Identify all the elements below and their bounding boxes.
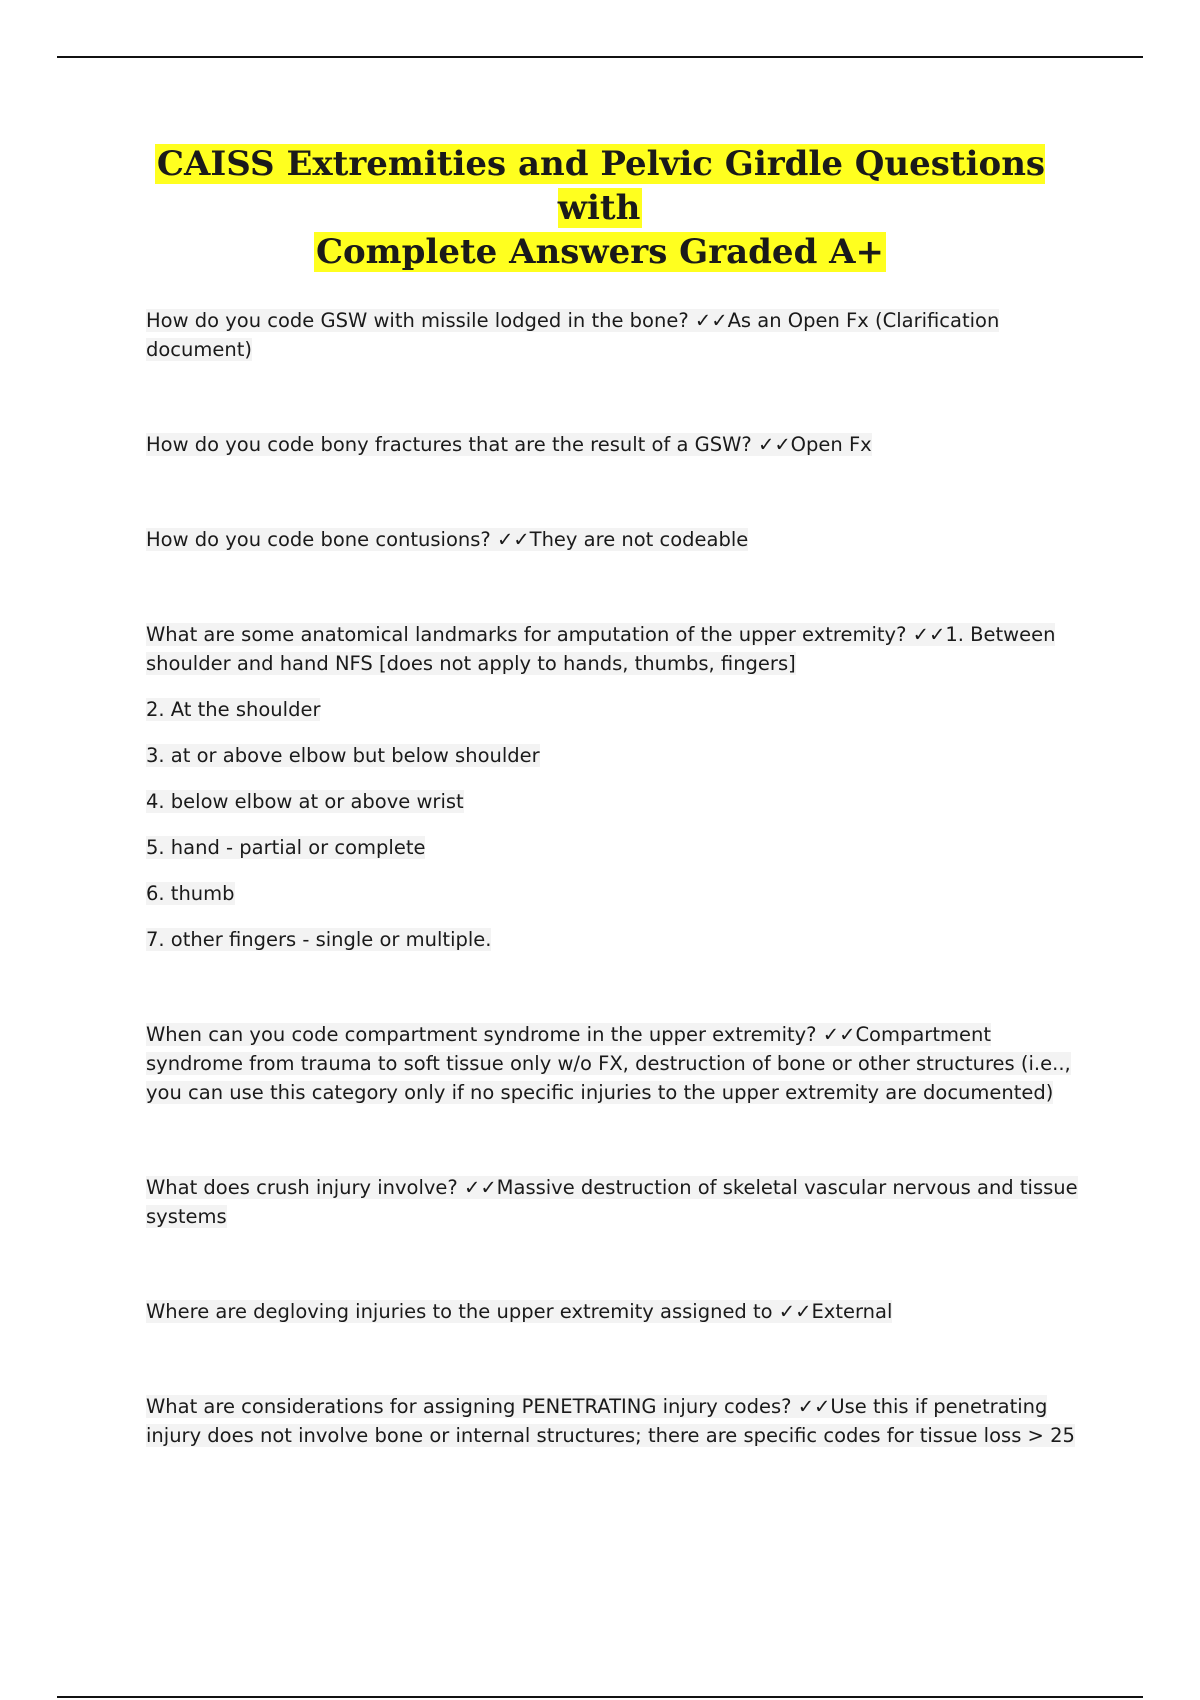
list-item: 6. thumb — [146, 882, 235, 905]
answer-text: External — [811, 1300, 893, 1323]
check-mark: ✓✓ — [822, 1023, 856, 1046]
question-text: What does crush injury involve? — [146, 1176, 458, 1199]
check-mark: ✓✓ — [797, 1395, 831, 1418]
answer-text: As an Open Fx (Clarification document) — [146, 309, 1000, 361]
answer-text: Massive destruction of skeletal vascular nervous and tissue systems — [146, 1176, 1078, 1228]
qa-item-3 — [146, 525, 1086, 554]
footer-rule — [57, 1696, 1143, 1698]
check-mark: ✓✓ — [463, 1176, 497, 1199]
question-text: What are considerations for assigning PENETRATING injury codes? — [146, 1395, 792, 1418]
check-mark: ✓✓ — [912, 623, 946, 646]
list-item: 7. other fingers - single or multiple. — [146, 928, 492, 951]
question-text: How do you code GSW with missile lodged in the bone? — [146, 309, 689, 332]
qa-item-1 — [146, 306, 1086, 364]
title-line-2: Complete Answers Graded A+ — [315, 232, 885, 272]
document-title — [120, 142, 1080, 274]
qa-item-6 — [146, 1173, 1086, 1231]
question-text: Where are degloving injuries to the upper extremity assigned to — [146, 1300, 773, 1323]
header-rule — [57, 56, 1143, 58]
qa-item-8 — [146, 1392, 1086, 1450]
answer-text: Open Fx — [790, 433, 872, 456]
question-text: When can you code compartment syndrome in the upper extremity? — [146, 1023, 817, 1046]
list-item: 5. hand - partial or complete — [146, 836, 426, 859]
answer-text: 1. Between shoulder and hand NFS [does not apply to hands, thumbs, fingers] — [146, 623, 1056, 675]
check-mark: ✓✓ — [778, 1300, 812, 1323]
question-text: How do you code bony fractures that are the result of a GSW? — [146, 433, 752, 456]
question-text: How do you code bone contusions? — [146, 528, 491, 551]
qa-item-5 — [146, 1020, 1086, 1107]
answer-text: Compartment syndrome from trauma to soft tissue only w/o FX, destruction of bone or other structures (i.e.., you can use this category only if no specific injuries to the upper extremity are documented) — [146, 1023, 1071, 1104]
question-text: What are some anatomical landmarks for amputation of the upper extremity? — [146, 623, 907, 646]
qa-item-2 — [146, 430, 1086, 459]
list-item: 2. At the shoulder — [146, 698, 321, 721]
answer-text: Use this if penetrating injury does not involve bone or internal structures; there are specific codes for tissue loss > 25 — [146, 1395, 1075, 1447]
title-line-1: CAISS Extremities and Pelvic Girdle Questions with — [156, 144, 1046, 228]
list-item: 4. below elbow at or above wrist — [146, 790, 464, 813]
check-mark: ✓✓ — [757, 433, 791, 456]
qa-list — [146, 306, 1086, 1450]
qa-item-7 — [146, 1297, 1086, 1326]
list-item: 3. at or above elbow but below shoulder — [146, 744, 540, 767]
answer-text: They are not codeable — [529, 528, 749, 551]
check-mark: ✓✓ — [496, 528, 530, 551]
qa-item-4 — [146, 620, 1086, 678]
check-mark: ✓✓ — [694, 309, 728, 332]
